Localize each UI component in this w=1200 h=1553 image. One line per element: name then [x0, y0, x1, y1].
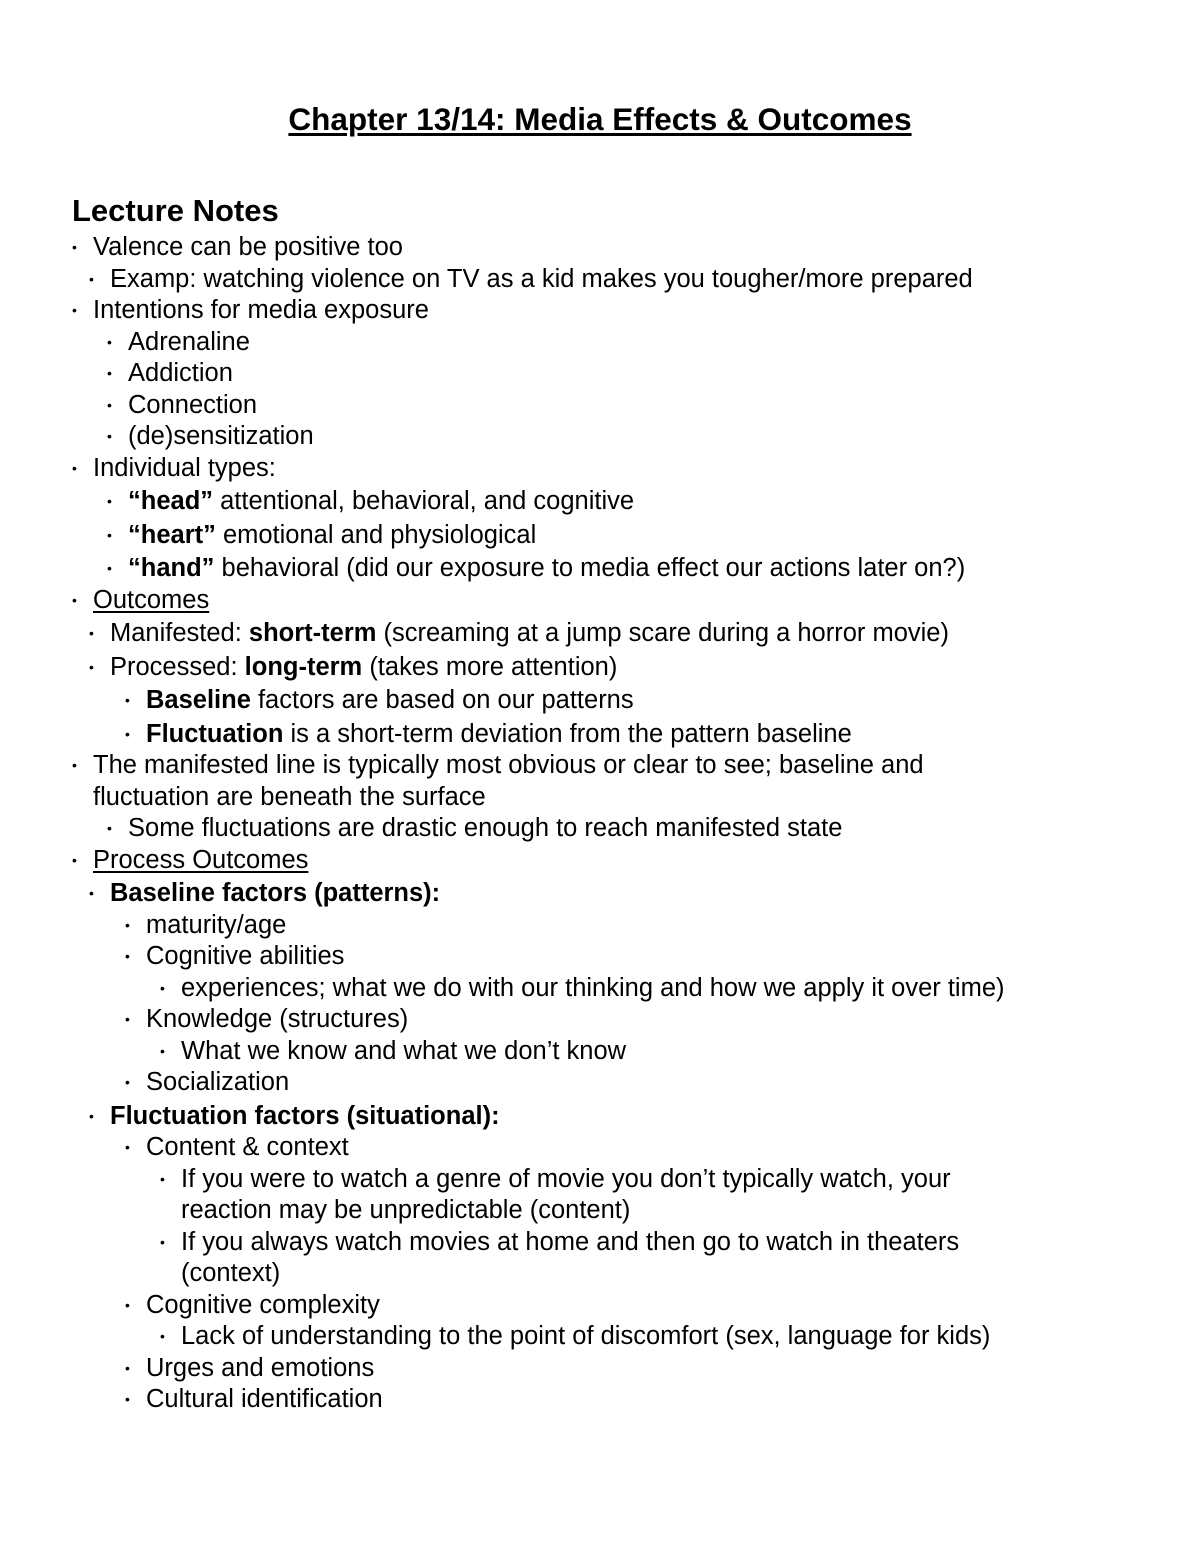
- list-item: [0, 327, 1041, 359]
- text-run: behavioral (did our exposure to media effect our actions later on?): [214, 554, 966, 582]
- bullet-icon: •: [107, 493, 112, 509]
- note-text: [146, 1353, 1041, 1385]
- bullet-icon: •: [125, 1011, 130, 1027]
- bullet-icon: •: [89, 270, 94, 287]
- bullet-icon: •: [125, 1359, 130, 1376]
- bold-term: Fluctuation factors (situational):: [110, 1101, 500, 1130]
- text-run: Individual types:: [93, 453, 276, 482]
- text-run: Cognitive abilities: [146, 942, 345, 970]
- bold-term: Baseline factors (patterns):: [110, 879, 441, 907]
- bullet-icon: •: [125, 1074, 130, 1090]
- text-run: is a short-term deviation from the pattern baseline: [283, 719, 852, 748]
- bullet-icon: •: [107, 428, 112, 444]
- text-run: attentional, behavioral, and cognitive: [213, 487, 635, 515]
- note-text: [146, 1067, 1041, 1099]
- bullet-icon: •: [160, 1170, 165, 1187]
- bullet-icon: •: [160, 979, 165, 996]
- note-text: [146, 685, 1041, 717]
- bullet-icon: •: [107, 396, 112, 413]
- bullet-icon: •: [125, 1296, 130, 1313]
- list-item: [0, 1384, 1041, 1416]
- list-item: [0, 1132, 1041, 1164]
- note-text: [146, 941, 1041, 973]
- list-item: [0, 845, 1041, 877]
- text-run: Examp: watching violence on TV as a kid makes you tougher/more prepared: [110, 264, 973, 293]
- text-run: Some fluctuations are drastic enough to reach manifested state: [128, 814, 843, 842]
- note-text: [93, 845, 1041, 877]
- list-item: [0, 1036, 1041, 1068]
- list-item: [0, 1353, 1041, 1385]
- bullet-icon: •: [89, 625, 94, 641]
- note-text: [110, 618, 1041, 650]
- note-text: [181, 1227, 1041, 1290]
- bullet-icon: •: [107, 365, 112, 381]
- list-item: [0, 520, 1041, 552]
- note-text: [128, 553, 1041, 585]
- note-text: [181, 1164, 1041, 1227]
- text-run: (de)sensitization: [128, 422, 314, 450]
- list-item: [0, 1227, 1041, 1290]
- bullet-icon: •: [89, 885, 94, 901]
- text-run: Valence can be positive too: [93, 233, 403, 261]
- note-text: [93, 453, 1041, 485]
- text-run: Connection: [128, 390, 258, 419]
- note-text: [128, 813, 1041, 845]
- text-run: Intentions for media exposure: [93, 296, 429, 324]
- list-item: [0, 1004, 1041, 1036]
- note-text: [146, 1004, 1041, 1036]
- text-run: Cognitive complexity: [146, 1290, 380, 1319]
- list-item: [0, 878, 1041, 910]
- bold-term: Baseline: [146, 686, 251, 714]
- note-text: [146, 1132, 1041, 1164]
- bullet-icon: •: [125, 692, 130, 708]
- bullet-icon: •: [89, 1107, 94, 1124]
- list-item: [0, 232, 1041, 264]
- bullet-icon: •: [72, 757, 77, 773]
- text-run: Urges and emotions: [146, 1353, 375, 1382]
- note-text: [146, 719, 1041, 751]
- bullet-icon: •: [107, 333, 112, 350]
- note-text: [110, 264, 1041, 296]
- text-run: Lack of understanding to the point of discomfort (sex, language for kids): [181, 1322, 991, 1350]
- list-item: [0, 295, 1041, 327]
- list-item: [0, 1290, 1041, 1322]
- list-item: [0, 685, 1041, 717]
- list-item: [0, 618, 1041, 650]
- note-text: [128, 327, 1041, 359]
- text-run: (screaming at a jump scare during a horror movie): [376, 619, 949, 647]
- list-item: [0, 1067, 1041, 1099]
- note-text: [93, 750, 1013, 813]
- note-text: [93, 232, 1041, 264]
- text-run: Manifested:: [110, 619, 249, 647]
- bullet-icon: •: [125, 1391, 130, 1407]
- bold-term: “hand”: [128, 554, 215, 582]
- note-text: [93, 295, 1041, 327]
- list-item: [0, 1321, 1041, 1353]
- text-run: experiences; what we do with our thinking and how we apply it over time): [181, 973, 1005, 1002]
- text-run: Content & context: [146, 1133, 349, 1161]
- note-text: [128, 390, 1041, 422]
- list-item: [0, 910, 1041, 942]
- list-item: [0, 553, 1041, 585]
- list-item: [0, 813, 1041, 845]
- bullet-icon: •: [107, 820, 112, 836]
- list-item: [0, 358, 1041, 390]
- bullet-icon: •: [107, 560, 112, 576]
- note-text: [93, 585, 1041, 617]
- list-item: [0, 652, 1041, 684]
- bold-term: Fluctuation: [146, 719, 284, 748]
- text-run: Socialization: [146, 1068, 290, 1096]
- note-text: [128, 421, 1041, 453]
- list-item: [0, 421, 1041, 453]
- note-text: [128, 358, 1041, 390]
- text-run: If you always watch movies at home and then go to watch in theaters (context): [181, 1227, 960, 1287]
- bold-term: “head”: [128, 487, 214, 515]
- underlined-heading: Process Outcomes: [93, 845, 309, 874]
- note-text: [146, 1384, 1041, 1416]
- list-item: [0, 264, 1041, 296]
- bold-term: long-term: [244, 652, 363, 681]
- text-run: The manifested line is typically most obvious or clear to see; baseline and fluctuation are beneath the surface: [93, 751, 924, 811]
- text-run: (takes more attention): [362, 652, 618, 681]
- bullet-icon: •: [160, 1328, 165, 1344]
- text-run: Cultural identification: [146, 1385, 383, 1413]
- bullet-icon: •: [125, 725, 130, 742]
- list-item: [0, 486, 1041, 518]
- list-item: [0, 585, 1041, 617]
- note-text: [110, 1101, 1041, 1133]
- list-item: [0, 973, 1041, 1005]
- section-heading: Lecture Notes: [72, 193, 279, 228]
- text-run: emotional and physiological: [215, 520, 537, 549]
- note-text: [128, 520, 1041, 552]
- list-item: [0, 719, 1041, 751]
- list-item: [0, 1164, 1041, 1227]
- note-text: [128, 486, 1041, 518]
- text-run: Knowledge (structures): [146, 1005, 409, 1033]
- note-text: [181, 1321, 1041, 1353]
- text-run: factors are based on our patterns: [250, 686, 634, 714]
- text-run: If you were to watch a genre of movie you don’t typically watch, your reaction may be unpredictable (content): [181, 1164, 951, 1224]
- text-run: What we know and what we don’t know: [181, 1036, 627, 1065]
- note-text: [146, 1290, 1041, 1322]
- bullet-icon: •: [72, 239, 77, 255]
- note-text: [181, 973, 1041, 1005]
- note-text: [110, 878, 1041, 910]
- bullet-icon: •: [160, 1233, 165, 1250]
- bold-term: “heart”: [128, 520, 216, 549]
- note-text: [110, 652, 1041, 684]
- lecture-notes-list: [0, 232, 1041, 1416]
- list-item: [0, 750, 1041, 813]
- note-text: [146, 910, 1041, 942]
- bullet-icon: •: [72, 302, 77, 318]
- underlined-heading: Outcomes: [93, 585, 210, 614]
- bold-term: short-term: [248, 619, 377, 647]
- list-item: [0, 390, 1041, 422]
- bullet-icon: •: [72, 591, 77, 608]
- list-item: [0, 453, 1041, 485]
- bullet-icon: •: [125, 916, 130, 933]
- text-run: maturity/age: [146, 910, 287, 939]
- list-item: [0, 1101, 1041, 1133]
- bullet-icon: •: [72, 459, 77, 476]
- page-title: Chapter 13/14: Media Effects & Outcomes: [288, 101, 912, 137]
- text-run: Addiction: [128, 359, 233, 387]
- note-text: [181, 1036, 1041, 1068]
- bullet-icon: •: [107, 526, 112, 543]
- bullet-icon: •: [72, 851, 77, 868]
- list-item: [0, 941, 1041, 973]
- bullet-icon: •: [125, 948, 130, 964]
- bullet-icon: •: [89, 658, 94, 675]
- text-run: Adrenaline: [128, 327, 250, 356]
- bullet-icon: •: [125, 1139, 130, 1155]
- bullet-icon: •: [160, 1042, 165, 1059]
- text-run: Processed:: [110, 652, 245, 681]
